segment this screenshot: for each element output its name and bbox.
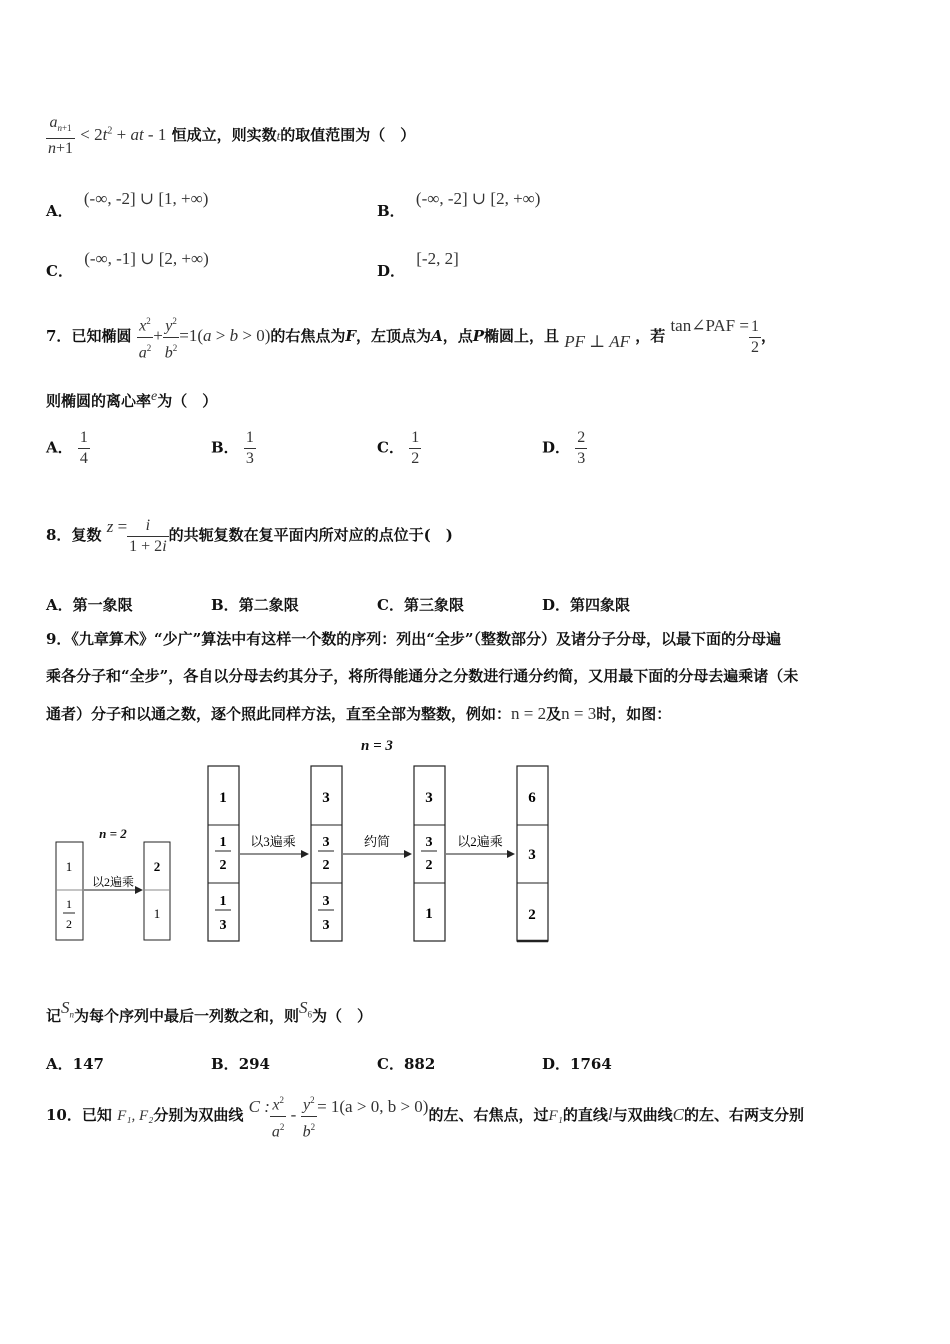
n2-arrow-label: 以2遍乘 (91, 875, 135, 889)
q6-option-c[interactable]: C． (-∞, -1] ∪ [2, +∞) (46, 249, 209, 280)
svg-text:1: 1 (66, 897, 72, 911)
svg-text:3: 3 (322, 894, 330, 909)
q7-line2: 则椭圆的离心率e为（ ） (46, 389, 218, 410)
svg-text:2: 2 (322, 858, 330, 873)
svg-text:3: 3 (425, 790, 433, 806)
svg-text:3: 3 (528, 847, 536, 863)
q8-option-c[interactable]: C．第三象限 (377, 596, 464, 614)
svg-text:3: 3 (322, 835, 330, 850)
q6-option-b-expr: (-∞, -2] ∪ [2, +∞) (415, 189, 541, 208)
svg-text:3: 3 (219, 918, 227, 933)
svg-text:1: 1 (219, 790, 227, 806)
q9-stem: 9．《九章算术》“少广”算法中有这样一个数的序列：列出“全步”（整数部分）及诸分子分母，以最下面的分母遍 乘各分子和“全步”，各自以分母去约其分子，将所得能通分之分数进行通分约简，又用最下面的分母去遍乘诸（未 通者）分子和以通之数，逐个照此同样方法，直至全部为整数，例如：n = 2及n = 3时，如图： (46, 630, 799, 723)
svg-text:1: 1 (219, 835, 227, 850)
q8-stem: 8．复数 z = $\frac{i}{1 + 2i}$ 的共轭复数在复平面内所对应的点位于( ) (46, 516, 453, 555)
svg-text:3: 3 (322, 918, 330, 933)
svg-text:1: 1 (425, 906, 433, 922)
arrow-3-label: 以2遍乘 (457, 834, 503, 849)
q9-diagram (0, 730, 950, 960)
svg-text:1: 1 (65, 859, 73, 874)
q6-stem (46, 113, 415, 159)
q10-y-frac: $\frac{y^2}{b^2}$ (301, 1090, 318, 1142)
q8-option-a[interactable]: A．第一象限 (46, 596, 133, 614)
n2-box-right (144, 842, 170, 940)
q10-stem: 10．已知 F₁, F₂分别为双曲线 C : $\frac{x^2}{a^2}$ - $\frac{y^2}{b^2}$ = 1(a > 0, b > 0)的左、右焦点，过F₁的直线l与双曲线C的左、右两支分别 (46, 1090, 804, 1142)
q8-option-d[interactable]: D．第四象限 (542, 596, 631, 614)
n2-box-left (56, 842, 83, 940)
q7-option-d[interactable]: D． $\frac{2}{3}$ (542, 429, 586, 467)
q7-x-frac: $\frac{x^2}{a^2}$ (137, 311, 154, 363)
q10-foci: F₁, F₂ (117, 1108, 154, 1124)
svg-text:2: 2 (219, 858, 227, 873)
q7-tan: tan∠PAF = (670, 316, 749, 335)
q7-condition: =1(a > b > 0) (179, 326, 271, 345)
svg-text:3: 3 (425, 835, 433, 850)
label-n3: n = 3 (361, 738, 393, 754)
q7-option-a[interactable]: A． $\frac{1}{4}$ (46, 429, 88, 467)
svg-text:3: 3 (322, 790, 330, 806)
svg-text:1: 1 (219, 894, 227, 909)
q6-option-a-expr: (-∞, -2] ∪ [1, +∞) (83, 189, 209, 208)
q6-option-d-expr: [-2, 2] (416, 249, 459, 268)
q7-y-frac: $\frac{y^2}{b^2}$ (163, 311, 180, 363)
q6-option-c-expr: (-∞, -1] ∪ [2, +∞) (84, 249, 209, 268)
q8-fraction: $\frac{i}{1 + 2i}$ (129, 516, 167, 555)
q9-option-b[interactable]: B．294 (211, 1055, 270, 1073)
q10-x-frac: $\frac{x^2}{a^2}$ (270, 1090, 287, 1142)
arrow-1-label: 以3遍乘 (250, 834, 296, 849)
q6-option-d[interactable]: D． [-2, 2] (377, 249, 459, 280)
q6-inequality: < $2t^2$ + at - 1 (80, 125, 167, 145)
q7-stem: 7．已知椭圆 $\frac{x^2}{a^2}$ + $\frac{y^2}{b^2}$ =1(a > b > 0)的右焦点为F，左顶点为A，点P椭圆上，且 PF ⊥ AF ，若 tan∠PAF = $\frac{1}{2}$ ， (46, 310, 776, 363)
svg-text:6: 6 (528, 790, 536, 806)
label-n2: n = 2 (99, 826, 127, 841)
q9-option-a[interactable]: A．147 (46, 1055, 104, 1073)
n3-box-4 (517, 766, 548, 941)
q6-fraction: $\frac{a_{n+1}}{n+1}$ (48, 114, 74, 158)
q6-suffix2: 的取值范围为（ ） (280, 126, 416, 145)
q7-perp: PF ⊥ AF (564, 332, 630, 351)
n3-box-3 (414, 766, 445, 941)
svg-text:2: 2 (425, 858, 433, 873)
q6-option-b[interactable]: B． (-∞, -2] ∪ [2, +∞) (377, 189, 541, 220)
q7-option-c[interactable]: C． $\frac{1}{2}$ (377, 429, 420, 467)
q9-option-c[interactable]: C．882 (377, 1055, 436, 1073)
q9-option-d[interactable]: D．1764 (542, 1055, 612, 1073)
svg-text:1: 1 (153, 906, 161, 921)
n3-box-2 (311, 766, 342, 941)
q6-suffix: 恒成立，则实数 (171, 126, 277, 145)
q7-tan-frac: $\frac{1}{2}$ (750, 317, 759, 356)
n3-box-1 (208, 766, 239, 941)
svg-text:2: 2 (528, 907, 536, 923)
q7-option-b[interactable]: B． $\frac{1}{3}$ (211, 429, 254, 467)
q9-note: 记$S_n$为每个序列中最后一列数之和，则$S_6$为（ ） (46, 998, 373, 1025)
q6-option-a[interactable]: A． (-∞, -2] ∪ [1, +∞) (46, 189, 209, 220)
svg-text:2: 2 (153, 859, 161, 874)
q8-option-b[interactable]: B．第二象限 (211, 596, 299, 614)
svg-text:2: 2 (66, 917, 72, 931)
q6-var-t: t (276, 128, 281, 144)
q10-condition: = 1(a > 0, b > 0) (317, 1097, 429, 1116)
arrow-2-label: 约简 (363, 834, 391, 849)
